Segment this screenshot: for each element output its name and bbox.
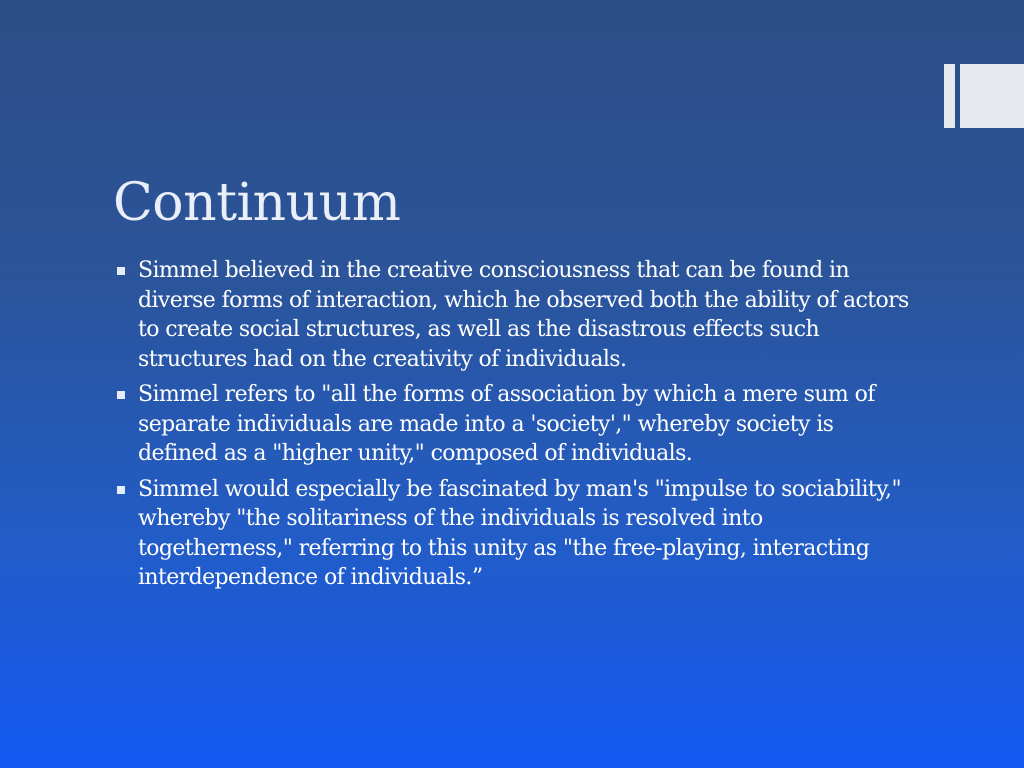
square-bullet-icon bbox=[117, 267, 125, 275]
bullet-text: Simmel refers to "all the forms of association by which a mere sum of separate individuals are made into a 'society'," whereby society is defined as a "higher unity," composed of individuals. bbox=[138, 382, 875, 466]
square-bullet-icon bbox=[117, 391, 125, 399]
square-bullet-icon bbox=[117, 486, 125, 494]
bullet-list bbox=[115, 256, 915, 599]
bullet-item bbox=[115, 475, 915, 593]
bullet-text: Simmel believed in the creative consciousness that can be found in diverse forms of interaction, which he observed both the ability of actors to create social structures, as well as the disastrous effects such structures had on the creativity of individuals. bbox=[138, 258, 909, 372]
corner-bar-thin bbox=[944, 64, 955, 128]
slide-title: Continuum bbox=[113, 173, 401, 233]
corner-bars-icon bbox=[944, 64, 1024, 128]
corner-bar-wide bbox=[960, 64, 1024, 128]
bullet-item bbox=[115, 380, 915, 469]
bullet-text: Simmel would especially be fascinated by man's "impulse to sociability," whereby "the solitariness of the individuals is resolved into togetherness," referring to this unity as "the free-playing, interacting interdependence of individuals.” bbox=[138, 476, 901, 590]
bullet-item bbox=[115, 256, 915, 374]
